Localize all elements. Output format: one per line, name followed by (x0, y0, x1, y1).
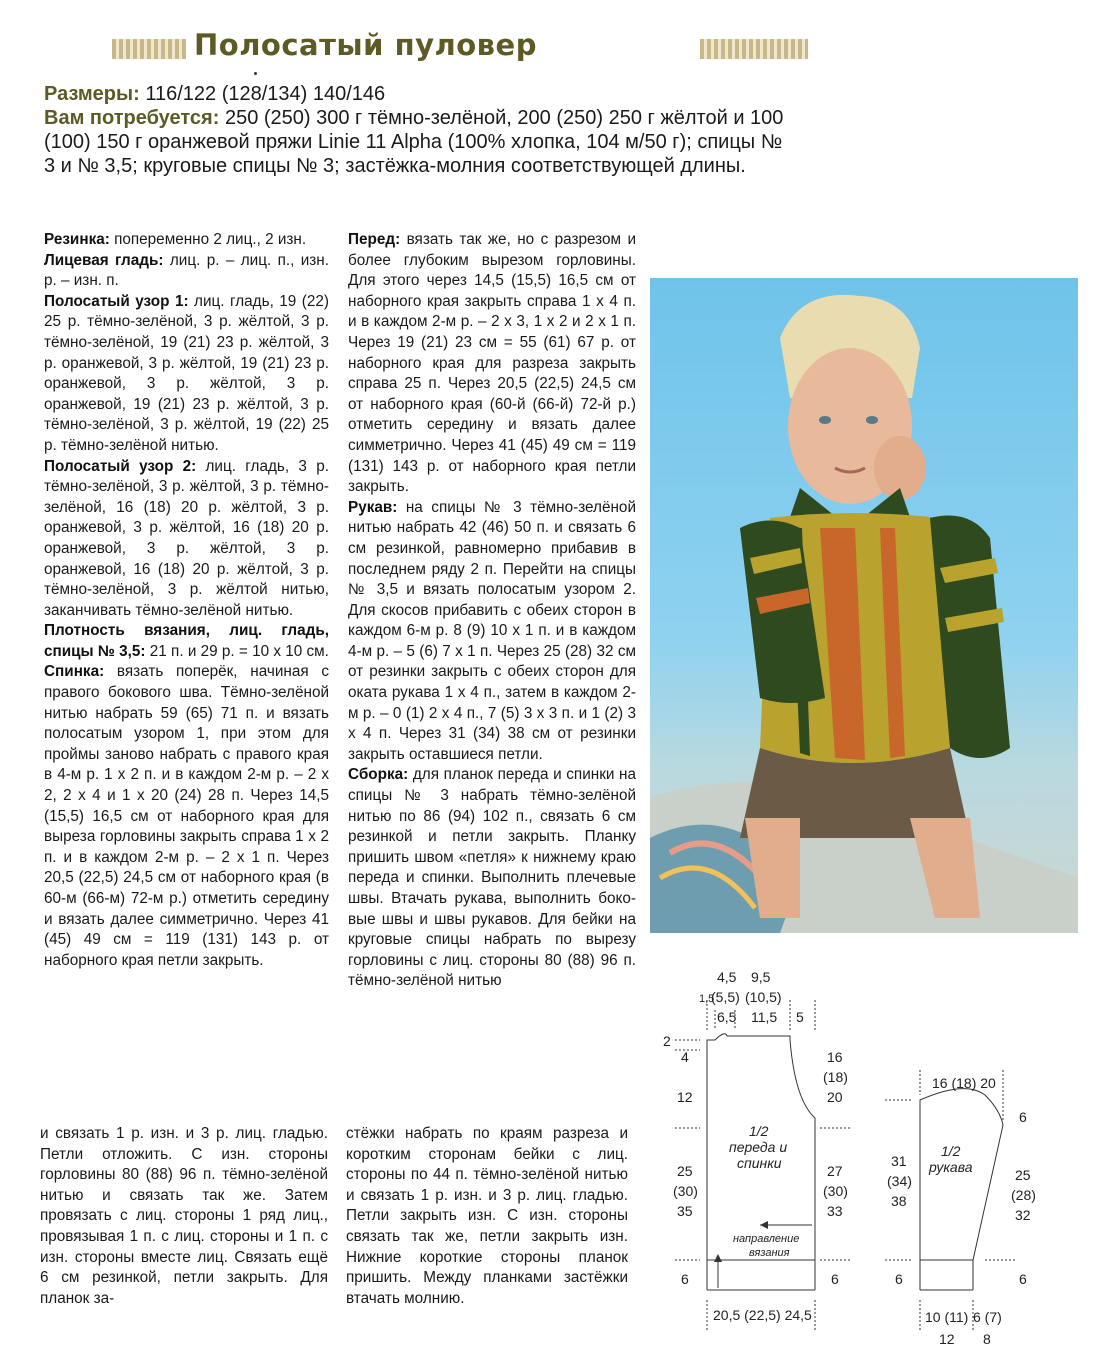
rib-label: Резинка: (44, 231, 110, 248)
dim-left-4: 4 (681, 1049, 689, 1065)
text-column-1 (44, 230, 329, 971)
text-column-4 (346, 1124, 628, 1309)
dim-left-25: 25 (677, 1163, 693, 1179)
materials-value: 250 (250) 300 г тёмно-зелёной, 200 (250) 250 г жёлтой и 100 (100) 150 г оранжевой пряжи Linie 11 Alpha (100% хлопка, 104 м/50 г); спицы № 3 и № 3,5; круговые спицы № 3; застёжка-молния соответствующей длины. (44, 107, 784, 177)
direction-label-2: вязания (749, 1247, 790, 1259)
continuation-paragraph-2: стёжки набрать по краям разреза и коротким сторонам бейки с лиц. стороны по 44 п. тёмно-зелёной нитью и связать 1 р. изн. и 3 р. лиц. гладью. Петли закрыть изн. С изн. стороны связать так же, петли закрыть изн. Нижние короткие стороны планок пришить. Между планками застёжки втачать молнию. (346, 1125, 628, 1307)
title-stripes-right (700, 39, 808, 59)
dim-right-30: (30) (823, 1183, 848, 1199)
assembly-paragraph (348, 765, 636, 992)
sizes-label: Размеры: (44, 83, 140, 105)
sizes-value: 116/122 (128/134) 140/146 (139, 83, 386, 105)
pattern1-text: лиц. гладь, 19 (22) 25 р. тёмно-зелёной, 3 р. жёлтой, 3 р. тёмно-зелёной, 19 (21) 23 р. жёлтой, 3 р. оранжевой, 3 р. жёлтой, 19 (21) 23 р. оранжевой, 3 р. жёлтой, 3 р. оранжевой, 19 (21) 23 р. жёлтой, 3 р. тёмно-зелёной, 3 р. жёлтой, 19 (22) 25 р. тёмно-зелёной нитью. (44, 292, 329, 454)
dim-left-2: 2 (663, 1033, 671, 1049)
dim-top-2: 9,5 (751, 969, 771, 985)
schematic-diagram (655, 960, 1075, 1355)
dim-left-6: 6 (681, 1271, 689, 1287)
stockinette-label: Лицевая гладь: (44, 251, 164, 269)
dim-right-16: 16 (827, 1049, 843, 1065)
dim-right-33: 33 (827, 1203, 843, 1219)
sleeve-text: на спицы № 3 тёмно-зелёной нитью набрать 42 (46) 50 п. и связать 6 см резинкой, равномерно прибавив в последнем ряду 2 п. Перейти на спицы № 3,5 и вязать полосатым узором 2. Для скосов прибавить с обеих сторон в каждом 6-м р. 8 (9) 10 х 1 п. и в каждом 4-м р. – 5 (6) 7 х 1 п. Через 25 (28) 32 см от резинки закрыть с обеих сторон для оката рукава 1 х 4 п., затем в каждом 2-м р. – 0 (1) 2 х 4 п., 7 (5) 3 х 3 п. и 1 (2) 3 х 4 п. Через 31 (34) 38 см от резинки закрыть оставшиеся петли. (348, 498, 636, 763)
stockinette-paragraph (44, 251, 329, 292)
dim-right-6: 6 (831, 1271, 839, 1287)
model-photo (650, 278, 1078, 933)
dim-left-30: (30) (673, 1183, 698, 1199)
photo-illustration (650, 278, 1078, 933)
sleeve-dim-bottom-2: 6 (7) (973, 1309, 1002, 1325)
sleeve-dim-right-6: 6 (1019, 1271, 1027, 1287)
dim-top-6: 6,5 (717, 1009, 737, 1025)
title-bar (112, 28, 808, 62)
dim-top-3: 1,5 (699, 993, 715, 1005)
front-label: Перед: (348, 231, 401, 248)
pattern2-text: лиц. гладь, 3 р. тёмно-зелёной, 3 р. жёлтой, 3 р. тёмно-зелёной, 16 (18) 20 р. жёлтой, 3 р. оранжевой, 3 р. жёлтой, 16 (18) 20 р. оранжевой, 3 р. жёлтой, 3 р. оранжевой, 16 (18) 20 р. жёлтой, 3 р. тёмно-зелёной, 3 р. жёлтой нитью, заканчивать тёмно-зелёной нитью. (44, 457, 329, 619)
sleeve-label: Рукав: (348, 498, 398, 516)
sleeve-dim-top: 16 (18) 20 (932, 1075, 996, 1091)
body-piece-label-3: спинки (737, 1155, 782, 1171)
sleeve-dim-bottom-3: 12 (939, 1331, 955, 1347)
dim-right-20: 20 (827, 1089, 843, 1105)
pattern1-paragraph (44, 292, 329, 457)
sleeve-dim-left-34: (34) (887, 1173, 912, 1189)
body-piece-label-2: переда и (729, 1139, 788, 1155)
pattern2-label: Полосатый узор 2: (44, 457, 197, 475)
sleeve-dim-bottom-1: 10 (11) (925, 1309, 969, 1325)
assembly-label: Сборка: (348, 766, 409, 784)
dim-top-5: (10,5) (745, 989, 782, 1005)
stockinette-text: лиц. р. – лиц. п., изн. р. – изн. п. (44, 251, 329, 290)
gauge-paragraph (44, 621, 329, 662)
sleeve-dim-left-38: 38 (891, 1193, 907, 1209)
rib-text: попеременно 2 лиц., 2 изн. (109, 231, 307, 248)
back-label: Спинка: (44, 663, 105, 681)
pattern2-paragraph (44, 457, 329, 622)
materials-label: Вам потребуется: (44, 107, 220, 129)
text-column-3 (40, 1124, 328, 1309)
sleeve-dim-right-32: 32 (1015, 1207, 1031, 1223)
materials-line (44, 106, 794, 178)
text-column-2 (348, 230, 636, 992)
sleeve-dim-right-top: 6 (1019, 1109, 1027, 1125)
sleeve-dim-right-25: 25 (1015, 1167, 1031, 1183)
body-piece-label-1: 1/2 (749, 1123, 769, 1139)
rib-paragraph (44, 230, 329, 251)
gauge-label: Плотность вязания, лиц. гладь, спицы № 3,5: (44, 622, 329, 660)
schematic-svg (655, 960, 1075, 1355)
sizes-line (44, 82, 794, 106)
dim-top-8: 5 (796, 1009, 804, 1025)
assembly-text: для планок переда и спинки на спицы № 3 набрать тёмно-зелёной нитью по 86 (94) 102 п., связать 6 см резинкой и петли закрыть. Планку пришить швом «петля» к нижнему краю переда и спинки. Выполнить плечевые швы. Втачать рукава, выполнить боковые швы и швы рукавов. Для бейки на круговые спицы набрать по вырезу горловины с лиц. стороны 80 (88) 96 п. тёмно-зелёной нитью (348, 766, 636, 990)
sleeve-piece-label-1: 1/2 (941, 1143, 961, 1159)
decorative-dot (254, 72, 257, 75)
front-paragraph (348, 230, 636, 498)
page-title: Полосатый пуловер (194, 28, 537, 62)
title-stripes-left (112, 39, 186, 59)
pattern1-label: Полосатый узор 1: (44, 292, 189, 310)
sleeve-dim-left-6: 6 (895, 1271, 903, 1287)
front-text: вязать так же, но с разрезом и более глубоким вырезом горловины. Для этого через 14,5 (15,5) 16,5 см от наборного края закрыть справа 1 х 4 п. и в каждом 2-м р. – 2 х 3, 1 х 2 и 2 х 1 п. Через 19 (21) 23 см = 55 (61) 67 р. от наборного края для разреза закрыть справа 25 п. Через 20,5 (22,5) 24,5 см от наборного края (60-й (66-й) 72-й р.) отметить середину и вязать далее симметрично. Через 41 (45) 49 см = 119 (131) 143 р. от наборного края петли закрыть. (348, 231, 636, 496)
dim-left-35: 35 (677, 1203, 693, 1219)
sleeve-dim-bottom-4: 8 (983, 1331, 991, 1347)
back-text: вязать поперёк, начиная с правого бокового шва. Тёмно-зелёной нитью набрать 59 (65) 71 п. и вязать полосатым узором 1, при этом для проймы заново набрать с правого края в 4-м р. 1 х 2 п. и в каждом 2-м р. – 2 х 2, 2 х 4 и 1 х 20 (24) 28 п. Через 14,5 (15,5) 16,5 см от наборного края для выреза горловины закрыть справа 1 х 2 п. и в каждом 2-м р. – 2 х 1 п. Через 20,5 (22,5) 24,5 см от наборного края (в 60-м (66-м) 72-м р.) отметить середину и вязать далее симметрично. Через 41 (45) 49 см = 119 (131) 143 р. от наборного края петли закрыть. (44, 663, 329, 969)
sleeve-paragraph (348, 498, 636, 766)
gauge-text: 21 п. и 29 р. = 10 х 10 см. (145, 642, 329, 660)
dim-top-7: 11,5 (751, 1009, 778, 1025)
direction-label-1: направление (733, 1233, 800, 1245)
dim-right-27: 27 (827, 1163, 843, 1179)
dim-top-1: 4,5 (717, 969, 737, 985)
dim-top-4: (5,5) (711, 989, 740, 1005)
dim-left-12: 12 (677, 1089, 693, 1105)
sleeve-piece-label-2: рукава (929, 1159, 973, 1175)
intro-block (44, 82, 794, 178)
sleeve-dim-left-31: 31 (891, 1153, 907, 1169)
back-paragraph (44, 662, 329, 971)
dim-bottom: 20,5 (22,5) 24,5 (713, 1307, 812, 1323)
continuation-paragraph-1: и связать 1 р. изн. и 3 р. лиц. гладью. Петли отложить. С изн. стороны горловины 80 (88) 96 п. тёмно-зелёной нитью и связать так же. Затем провязать с лиц. стороны 1 ряд лиц., провязывая 1 п. с лиц. стороны и 1 п. с изн. стороны вместе лиц. Связать ещё 6 см резинкой, петли закрыть. Для планок за- (40, 1125, 328, 1307)
dim-right-18: (18) (823, 1069, 848, 1085)
sleeve-dim-right-28: (28) (1011, 1187, 1036, 1203)
